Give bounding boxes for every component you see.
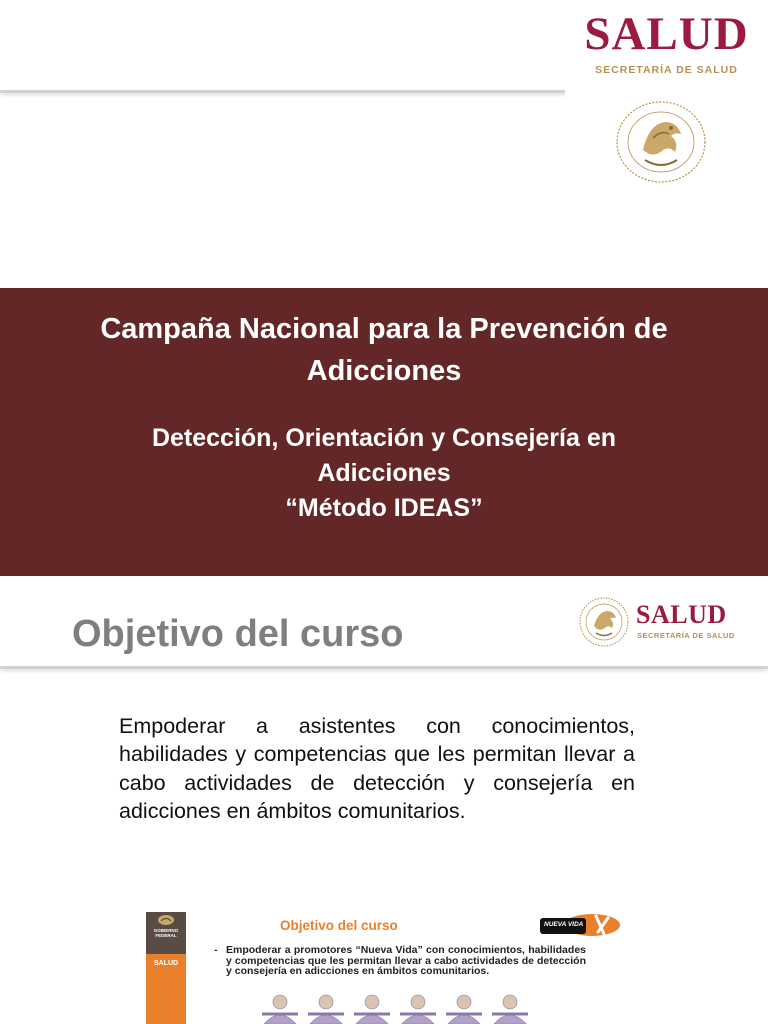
campaign-banner bbox=[0, 288, 768, 576]
method-subtitle bbox=[60, 421, 708, 526]
slide-title: Objetivo del curso bbox=[280, 918, 398, 933]
objective-slide bbox=[0, 576, 768, 898]
nueva-vida-badge bbox=[540, 912, 622, 938]
eagle-emblem-icon bbox=[157, 914, 175, 926]
mexican-coat-of-arms-seal-icon bbox=[578, 596, 630, 648]
salud-logo bbox=[565, 0, 768, 190]
objective-text: Empoderar a asistentes con conocimientos, habilidades y competencias que les permitan llevar a cabo actividades de detección y consejería en adicciones en ámbitos comunitarios. bbox=[119, 714, 635, 823]
government-label: GOBIERNO FEDERAL bbox=[153, 928, 179, 938]
method-subtitle-line: Detección, Orientación y Consejería en bbox=[151, 424, 617, 452]
objective-bullet-text: Empoderar a promotores “Nueva Vida” con conocimientos, habilidades y competencias que les permitan llevar a cabo actividades de detección y consejería en adicciones en ámbitos comunitarios. bbox=[226, 944, 586, 977]
salud-logo-word: SALUD bbox=[636, 600, 727, 629]
salud-logo-small bbox=[568, 584, 758, 654]
header-rule bbox=[0, 666, 768, 669]
nueva-vida-label: NUEVA VIDA bbox=[544, 921, 584, 928]
campaign-title: Campaña Nacional para la Prevención de Adicciones bbox=[100, 313, 668, 387]
method-subtitle-line: Adicciones bbox=[317, 459, 451, 487]
nueva-vida-slide bbox=[110, 898, 670, 1024]
salud-logo-subtitle: SECRETARÍA DE SALUD bbox=[595, 64, 738, 76]
method-subtitle-line: “Método IDEAS” bbox=[285, 494, 483, 522]
government-sidebar bbox=[146, 912, 186, 1024]
salud-logo-word: SALUD bbox=[584, 8, 749, 60]
salud-logo-subtitle: SECRETARÍA DE SALUD bbox=[637, 631, 735, 640]
government-emblem bbox=[146, 912, 186, 954]
objective-bullet bbox=[214, 944, 586, 977]
people-group-icon bbox=[260, 994, 540, 1024]
slide-title: Objetivo del curso bbox=[72, 613, 404, 655]
sidebar-salud-label: SALUD bbox=[146, 956, 186, 972]
bullet-marker: - bbox=[214, 944, 218, 956]
mexican-coat-of-arms-seal-icon bbox=[613, 98, 709, 184]
